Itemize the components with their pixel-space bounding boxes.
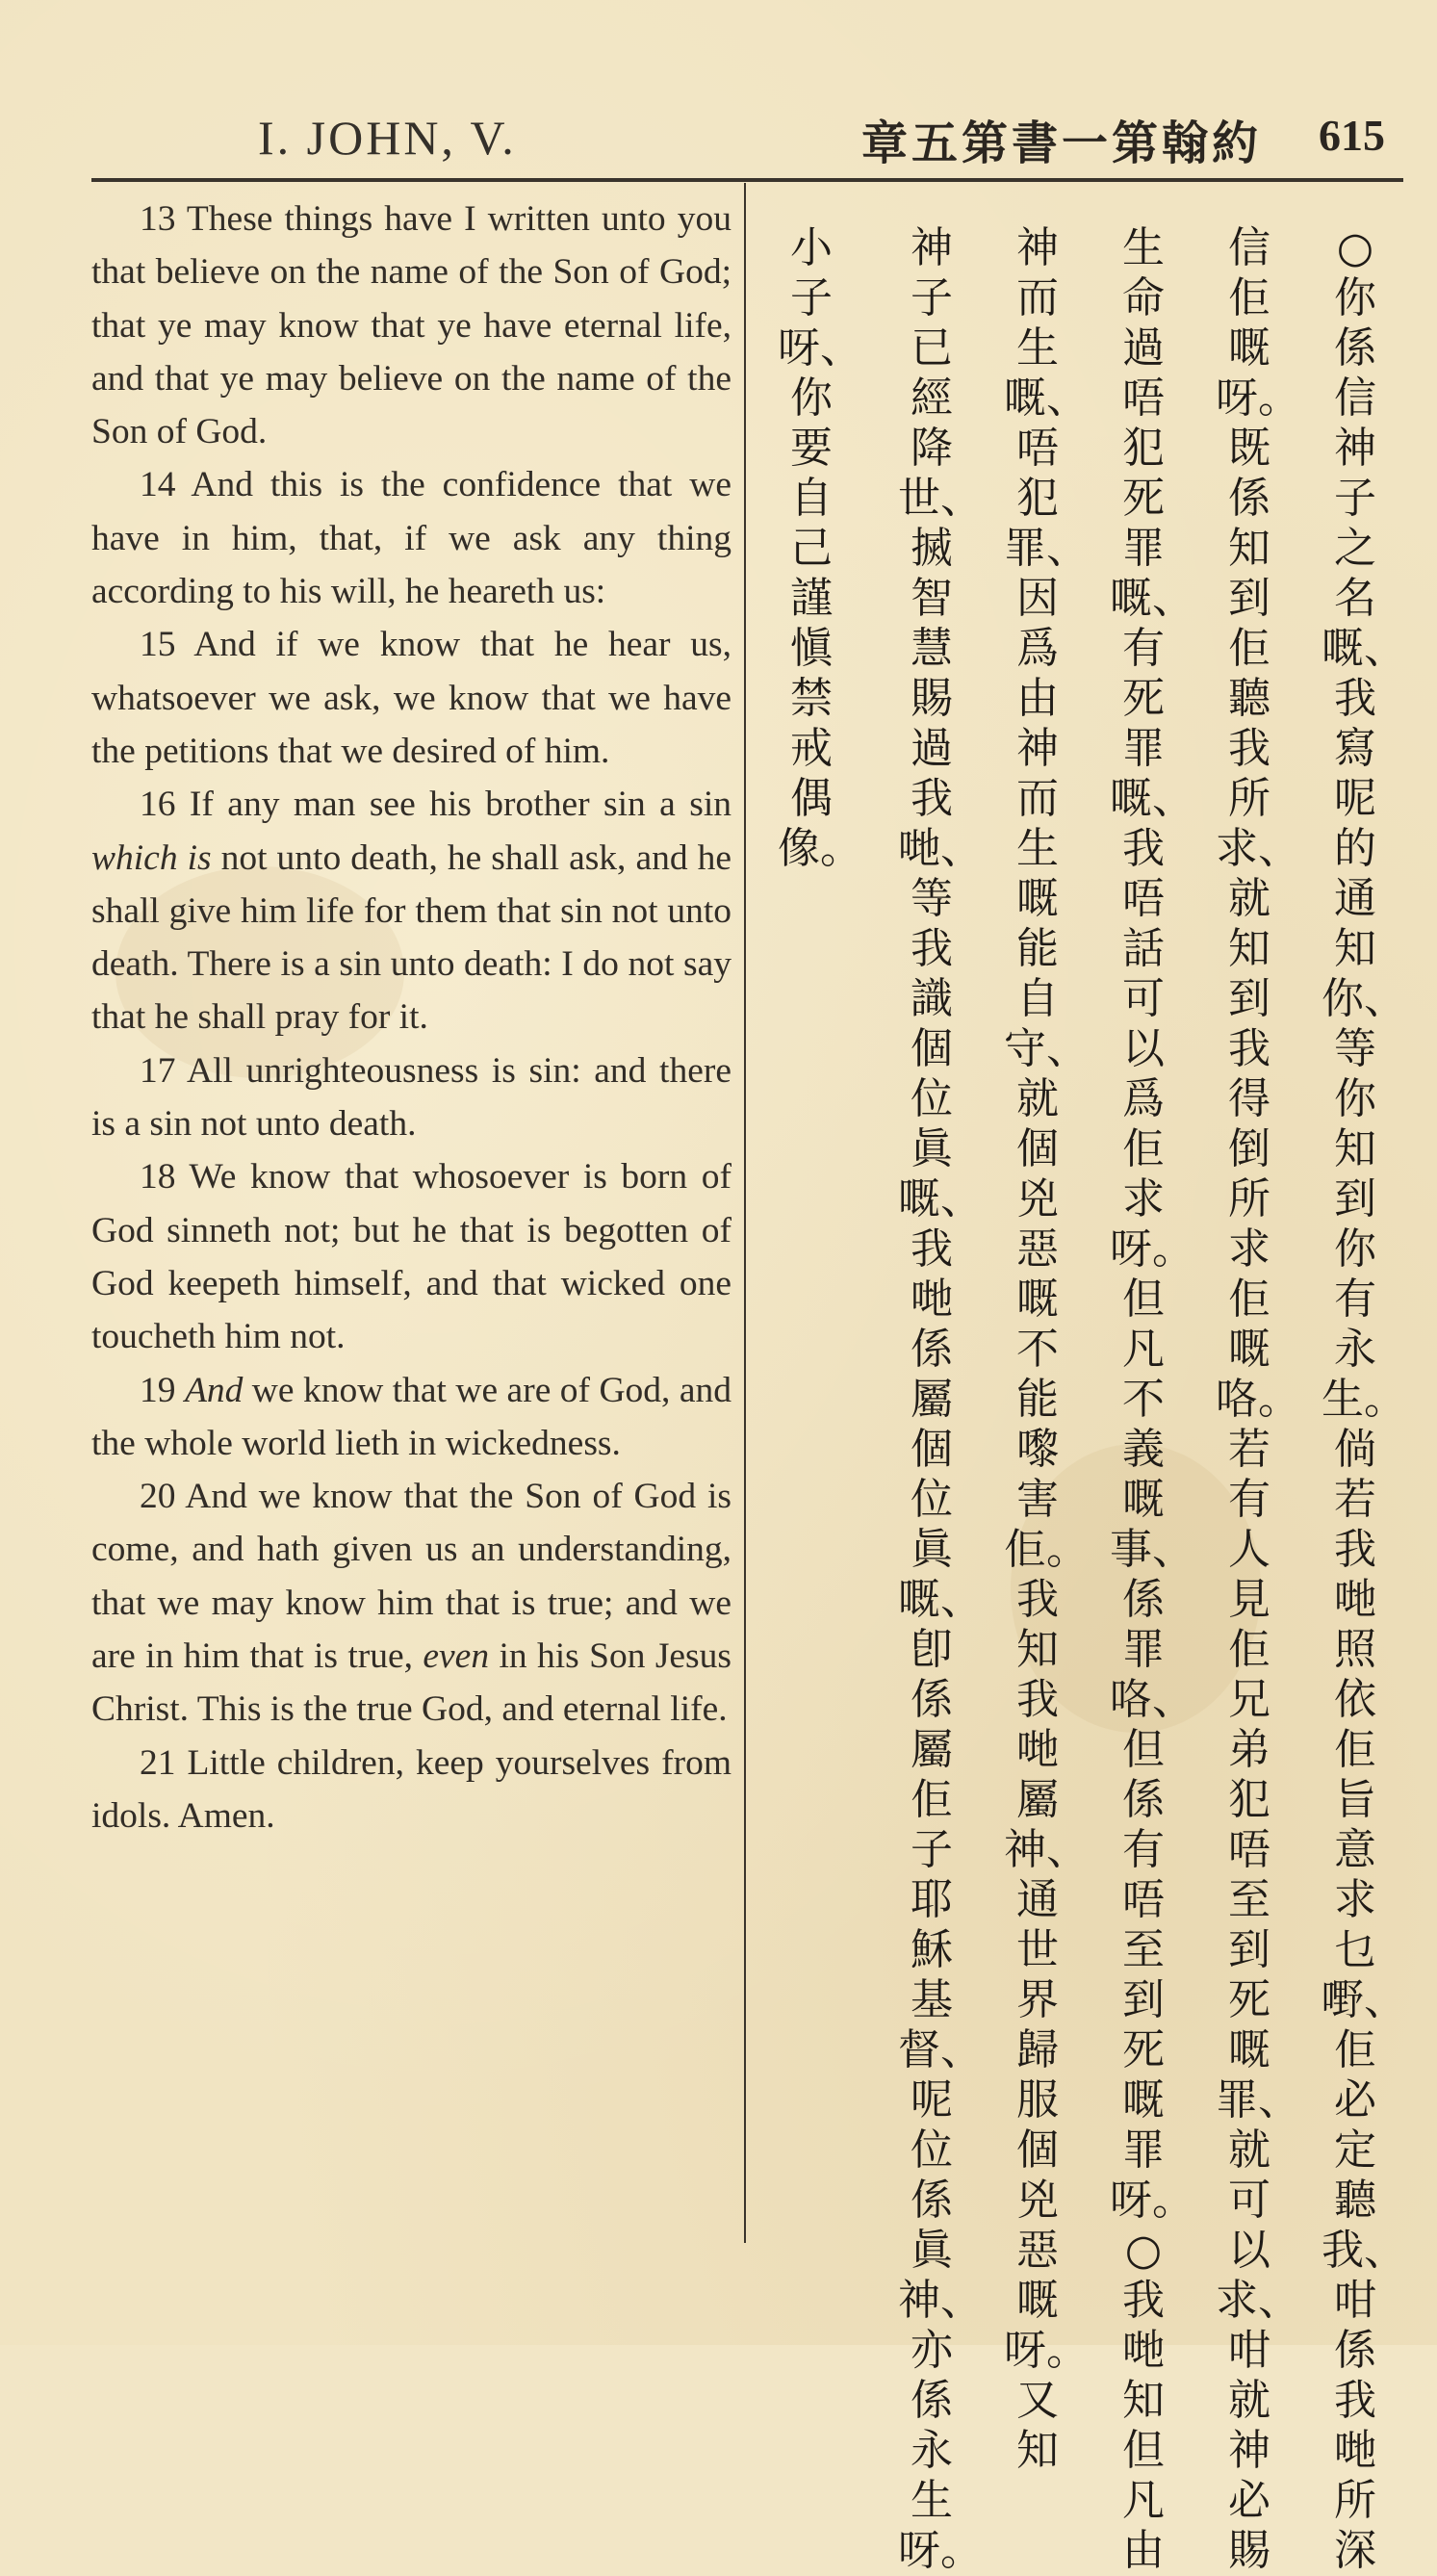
verse-17: 17 All unrighteousness is sin: and there is a sin not unto death. <box>91 1050 731 1145</box>
verse-20 <box>91 1470 731 1736</box>
verse-20-part-b: in his Son Jesus Christ. This is the true God, and eternal life. <box>91 1636 731 1730</box>
verse-16-italic: which is <box>91 837 212 878</box>
chinese-column-3: 生命過唔犯死罪嘅、有死罪嘅、我唔話可以爲佢求呀。但凡不義嘅事、係罪咯、但係有唔至到死嘅罪呀。○我哋知但凡由 <box>1110 223 1194 2575</box>
verse-19-part-b: we know that we are of God, and the whole world lieth in wickedness. <box>91 1370 731 1463</box>
header-rule <box>91 178 1403 182</box>
verse-19-number: 19 <box>140 1370 185 1410</box>
verse-15: 15 And if we know that he hear us, whatsoever we ask, we know that we have the petitions that we desired of him. <box>91 625 731 771</box>
chinese-column-6: 小子呀、你要自己謹愼禁戒偶像。 <box>778 223 862 873</box>
chinese-column-4: 神而生嘅、唔犯罪、因爲由 神而生嘅能自守、就個兇惡嘅不能嚟害佢。我知我哋屬 神、通世界歸服個兇惡嘅呀。又知 <box>1004 223 1101 2475</box>
verse-13: 13 These things have I written unto you that believe on the name of the Son of God; that ye may know that ye have eternal life, and that ye may believe on the name of the Son of God. <box>91 199 731 452</box>
page-number: 615 <box>1319 111 1385 160</box>
verse-20-italic: even <box>423 1636 490 1677</box>
verse-14: 14 And this is the confidence that we have in him, that, if we ask any thing according to his will, he heareth us: <box>91 465 731 612</box>
verse-18: 18 We know that whosoever is born of God sinneth not; but he that is begotten of God keepeth himself, and that wicked one toucheth him not. <box>91 1157 731 1357</box>
english-text-column <box>91 193 731 1842</box>
verse-20-part-a: 20 And we know that the Son of God is come, and hath given us an understanding, that we may know him that is true; and we are in him that is true, <box>91 1477 731 1677</box>
verse-19 <box>91 1364 731 1471</box>
verse-16 <box>91 778 731 1043</box>
chinese-column-1: ○你係信 神子之名嘅、我寫呢的通知你、等你知到你有永生。倘若我哋照依佢旨意求乜嘢、佢必定聽我、咁係我哋所深 <box>1322 223 1419 2575</box>
verse-21: 21 Little children, keep yourselves from idols. Amen. <box>91 1742 731 1836</box>
page-header <box>0 96 1437 173</box>
verse-16-part-a: 16 If any man see his brother sin a sin <box>140 785 731 825</box>
verse-19-italic: And <box>184 1370 244 1410</box>
chinese-column-2: 信佢嘅呀。既係知到佢聽我所求、就知到我得倒所求佢嘅咯。若有人見佢兄弟犯唔至到死嘅罪、就可以求、咁就 神必賜 <box>1216 223 1313 2575</box>
running-title-chinese: 章五第書一第翰約 <box>861 116 1263 170</box>
verse-16-part-b: not unto death, he shall ask, and he shall give him life for them that sin not unto death. There is a sin unto death: I do not say that he shall pray for it. <box>91 837 731 1038</box>
column-divider <box>744 183 746 2243</box>
running-title-english: I. JOHN, V. <box>258 111 517 165</box>
chinese-column-5: 神子已經降世、搣智慧賜過我哋、等我識個位眞嘅、我哋係屬個位眞嘅、卽係屬佢子耶穌基督、呢位係眞 神、亦係永生呀。 <box>898 223 995 2575</box>
